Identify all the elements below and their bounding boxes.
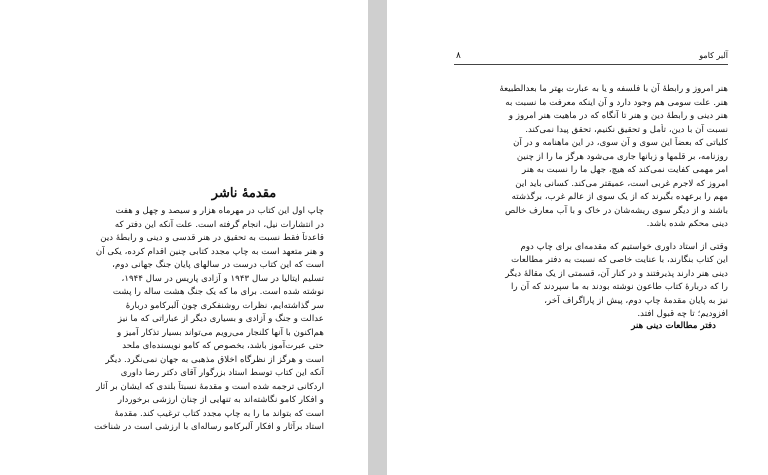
- text-line: هم‌اکنون با آنها کلنجار می‌رویم می‌تواند بسیار تذکار آمیز و: [117, 327, 324, 338]
- text-line: امر مهمی کفایت نمی‌کند که هیچ، جهل ما را نسبت به هنر: [522, 165, 728, 175]
- text-line: تسلیم ایتالیا در سال ۱۹۴۳ و آزادی پاریس در سال ۱۹۴۴،: [121, 273, 324, 284]
- text-line: قاعدتاً فقط نسبت به تحقیق در هنر قدسی و دینی و رابطهٔ دین: [100, 233, 324, 243]
- text-line: نیز به پایان مقدمهٔ چاپ دوم، پیش از پاراگراف آخر،: [544, 295, 728, 306]
- text-line: است که بتواند ما را به چاپ مجدد کتاب ترغیب کند. مقدمهٔ: [114, 408, 324, 419]
- text-line: روزنامه، بر قلمها و زبانها جاری می‌شود هرگز ما را از چنین: [516, 151, 728, 162]
- text-line: اردکانی ترجمه شده است و مقدمهٔ نسبتاً بلندی که ایشان بر آثار: [96, 381, 324, 392]
- text-line: نوشته شده است. برای ما که یک جنگ هشت ساله را پشت: [112, 287, 324, 297]
- text-line: عدالت و جنگ و آزادی و بسیاری دیگر از عباراتی که ما نیز: [117, 314, 324, 324]
- text-line: است و هرگز از نظرگاه اخلاق مذهبی به جهان نمی‌نگرد. دیگر: [105, 354, 324, 365]
- running-title: آلبر کامو: [699, 51, 728, 60]
- text-line: مهم را برعهده بگیرند که از یک سوی از عالم غرب، برگذشته: [511, 192, 728, 202]
- text-line: است که این کتاب درست در سالهای پایان جنگ جهانی دوم،: [112, 260, 324, 270]
- text-line: وقتی از استاد داوری خواستیم که مقدمه‌ای برای چاپ دوم: [520, 241, 728, 252]
- text-line: هنر امروز و رابطهٔ آن با فلسفه و یا به عبارت بهتر ما بعدالطبیعهٔ: [499, 84, 728, 94]
- page-number: ۸: [456, 51, 461, 61]
- text-line: دینی محکم شده باشد.: [646, 219, 728, 229]
- left-body-text: [86, 205, 324, 435]
- text-line: استاد برآثار و افکار آلبرکامو رساله‌ای با ارزشی است در شناخت: [94, 422, 324, 432]
- left-page: [0, 0, 368, 475]
- text-line: حتی عبرت‌آموز باشد، بخصوص که کامو نویسنده‌ای ملحد: [122, 341, 324, 351]
- text-line: چاپ اول این کتاب در مهرماه هزار و سیصد و چهل و هفت: [115, 206, 324, 216]
- text-line: این کتاب بنگارند، با عنایت خاصی که نسبت به دفتر مطالعات: [511, 255, 728, 265]
- text-line: افزودیم؛ تا چه قبول افتد.: [637, 309, 728, 319]
- text-line: هنر دینی و رابطهٔ دین و هنر تا آنگاه که در ماهیت هنر امروز و: [508, 111, 728, 121]
- text-line: کلیاتی که بعضاً این سوی و آن سوی، در این ماهنامه و در آن: [513, 138, 728, 148]
- publisher-preface-heading: مقدمهٔ ناشر: [211, 186, 277, 201]
- text-line: نسبت آن با دین، تأمل و تحقیق نکنیم، تحقق پیدا نمی‌کند.: [525, 124, 728, 135]
- book-gutter: [368, 0, 387, 475]
- right-page: [387, 0, 768, 475]
- text-line: امروز که لاجرم غربی است، عمیقتر می‌کند. کسانی باید این: [515, 178, 728, 189]
- paragraph-gap: [454, 232, 728, 241]
- text-line: را که دربارهٔ کتاب طاعون نوشته بودند به ما سپردند که آن را: [511, 282, 728, 292]
- text-line: آنکه این کتاب توسط استاد بزرگوار آقای دکتر رضا داوری: [120, 368, 324, 378]
- text-line: در انتشارات نیل، انجام گرفته است. علت آنکه این دفتر که: [114, 219, 324, 230]
- text-line: باشند و از دیگر سوی ریشه‌شان در خاک و با آب معارف خالص: [505, 205, 728, 216]
- running-header: [454, 52, 728, 65]
- text-line: هنر. علت سومی هم وجود دارد و آن اینکه معرفت ما نسبت به: [505, 97, 728, 108]
- signature: دفتر مطالعات دینی هنر: [631, 321, 716, 331]
- text-line: و هنر متعهد است به چاپ مجدد کتابی چنین اقدام کرده، یکی آن: [95, 246, 324, 257]
- text-line: دینی هنر دارند پذیرفتند و در کنار آن، قسمتی از یک مقالهٔ دیگر: [505, 268, 728, 279]
- text-line: و افکار کامو نگاشته‌اند به تنهایی از چنان ارزشی برخوردار: [117, 395, 324, 405]
- right-body-text: [454, 83, 728, 322]
- text-line: سر گذاشته‌ایم، نظرات روشنفکری چون آلبرکامو دربارهٔ: [125, 300, 324, 311]
